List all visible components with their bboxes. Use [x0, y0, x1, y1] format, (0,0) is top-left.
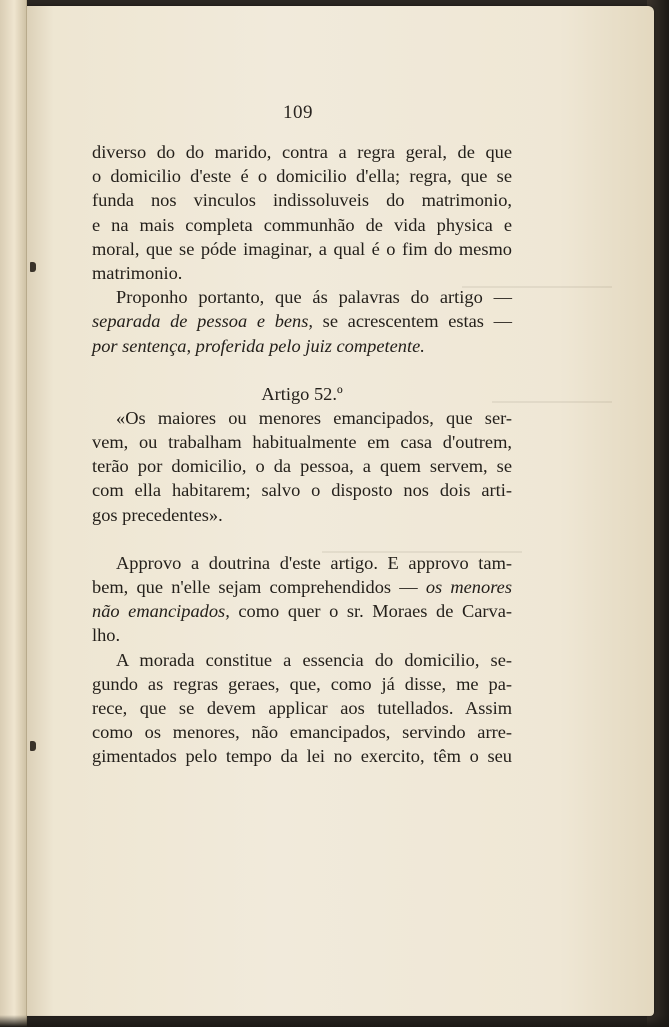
text-line: matrimonio. — [92, 262, 183, 283]
text-line: com ella habitarem; salvo o disposto nos dois arti- — [92, 480, 512, 501]
article-heading: Artigo 52.º — [261, 383, 343, 404]
text-span: como quer o sr. Moraes de Carva- — [229, 601, 513, 622]
text-line: gundo as regras geraes, que, como já disse, me pa- — [92, 673, 512, 694]
text-line: gos precedentes». — [92, 504, 223, 525]
italic-phrase: por sentença, proferida pelo juiz competente. — [92, 335, 425, 356]
margin-mark — [30, 741, 36, 751]
text-line: rece, que se devem applicar aos tutellados. Assim — [92, 697, 512, 718]
text-line: A morada constitue a essencia do domicilio, se- — [116, 649, 512, 670]
text-line: moral, que se póde imaginar, a qual é o fim do mesmo — [92, 238, 512, 259]
text-line — [92, 309, 512, 333]
text-line: vem, ou trabalham habitualmente em casa d'outrem, — [92, 432, 512, 453]
scan-background-bottom — [0, 1015, 669, 1027]
text-line: Approvo a doutrina d'este artigo. E approvo tam- — [116, 552, 512, 573]
text-line — [92, 575, 512, 599]
text-line: e na mais completa communhão de vida physica e — [92, 214, 512, 235]
text-line: «Os maiores ou menores emancipados, que ser- — [116, 407, 512, 428]
text-line: terão por domicilio, o da pessoa, a quem servem, se — [92, 456, 512, 477]
text-line: Proponho portanto, que ás palavras do artigo — — [116, 287, 512, 308]
previous-page-edge — [0, 0, 27, 1027]
body-text — [92, 140, 512, 769]
text-line — [92, 334, 512, 358]
text-line: gimentados pelo tempo da lei no exercito, têm o seu — [92, 746, 512, 767]
page-number: 109 — [283, 102, 313, 123]
text-line — [92, 599, 512, 623]
text-line: funda nos vinculos indissoluveis do matrimonio, — [92, 190, 512, 211]
text-span: bem, que n'elle sejam comprehendidos — — [92, 577, 426, 597]
margin-mark — [30, 262, 36, 272]
text-line: diverso do do marido, contra a regra geral, de que — [92, 142, 512, 162]
italic-phrase: separada de pessoa e bens, — [92, 311, 314, 332]
text-span: se acrescentem estas — — [313, 311, 512, 332]
italic-phrase: não emancipados, — [92, 601, 230, 622]
text-line: como os menores, não emancipados, servindo arre- — [92, 722, 512, 743]
italic-phrase: os menores — [425, 577, 512, 597]
text-line: o domicilio d'este é o domicilio d'ella; regra, que se — [92, 166, 512, 187]
text-line: lho. — [92, 625, 121, 646]
